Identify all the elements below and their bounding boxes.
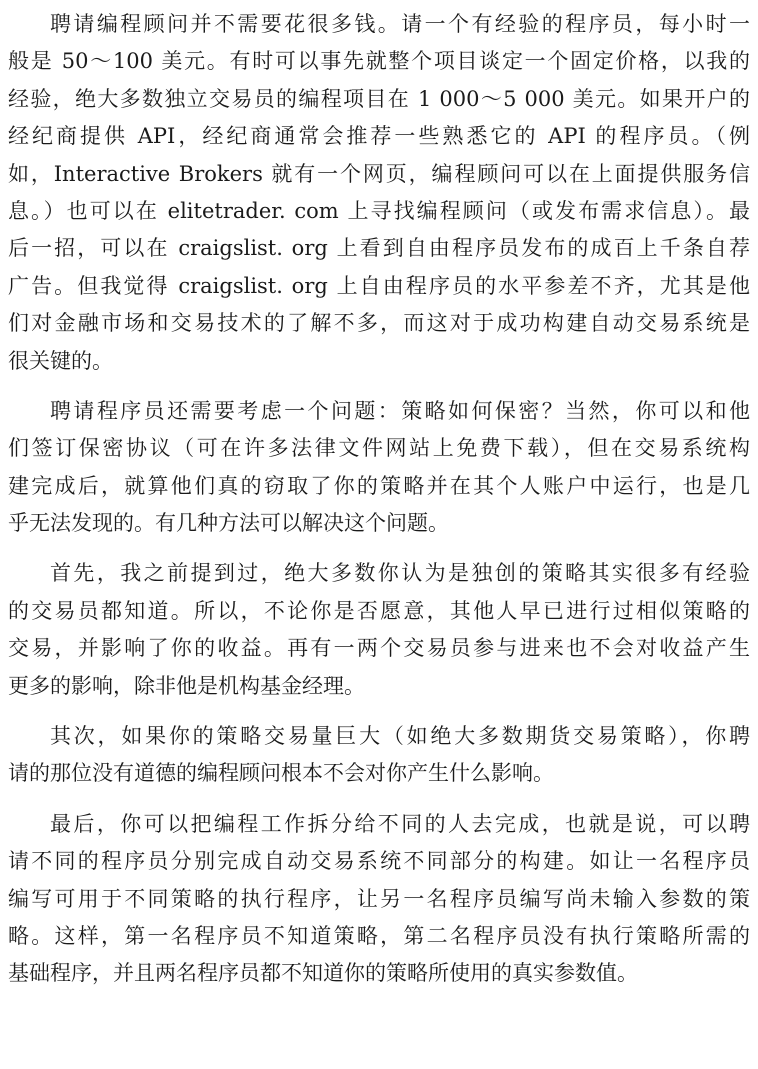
text-line: 经验，绝大多数独立交易员的编程项目在 1 000～5 000 美元。如果开户的 <box>8 86 750 111</box>
text-line: 最后，你可以把编程工作拆分给不同的人去完成，也就是说，可以聘 <box>50 811 750 836</box>
text-line: 聘请编程顾问并不需要花很多钱。请一个有经验的程序员，每小时一 <box>50 12 750 36</box>
text-line: 更多的影响，除非他是机构基金经理。 <box>8 673 365 698</box>
text-line: 请的那位没有道德的编程顾问根本不会对你产生什么影响。 <box>8 761 554 786</box>
text-line: 编写可用于不同策略的执行程序，让另一名程序员编写尚未输入参数的策 <box>8 886 750 911</box>
text-line: 广告。但我觉得 craigslist. org 上自由程序员的水平参差不齐，尤其是他 <box>8 273 750 298</box>
text-line: 后一招，可以在 craigslist. org 上看到自由程序员发布的成百上千条自荐 <box>8 236 750 261</box>
text-line: 建完成后，就算他们真的窃取了你的策略并在其个人账户中运行，也是几 <box>8 473 750 498</box>
text-line: 首先，我之前提到过，绝大多数你认为是独创的策略其实很多有经验 <box>50 561 750 586</box>
paragraph-1 <box>8 6 750 380</box>
text-line: 们签订保密协议（可在许多法律文件网站上免费下载），但在交易系统构 <box>8 436 750 461</box>
text-line: 的交易员都知道。所以，不论你是否愿意，其他人早已进行过相似策略的 <box>8 598 750 623</box>
text-line: 息。）也可以在 elitetrader. com 上寻找编程顾问（或发布需求信息）。最 <box>8 198 750 223</box>
text-line: 交易，并影响了你的收益。再有一两个交易员参与进来也不会对收益产生 <box>8 636 750 661</box>
text-line: 般是 50～100 美元。有时可以事先就整个项目谈定一个固定价格，以我的 <box>8 49 750 74</box>
text-line: 聘请程序员还需要考虑一个问题：策略如何保密？当然，你可以和他 <box>50 398 750 423</box>
paragraph-5 <box>8 806 750 993</box>
text-line: 乎无法发现的。有几种方法可以解决这个问题。 <box>8 511 449 536</box>
text-line: 基础程序，并且两名程序员都不知道你的策略所使用的真实参数值。 <box>8 961 638 986</box>
text-line: 其次，如果你的策略交易量巨大（如绝大多数期货交易策略），你聘 <box>50 724 750 749</box>
text-line: 请不同的程序员分别完成自动交易系统不同部分的构建。如让一名程序员 <box>8 849 750 874</box>
text-line: 经纪商提供 API，经纪商通常会推荐一些熟悉它的 API 的程序员。（例 <box>8 124 750 149</box>
paragraph-3 <box>8 555 750 705</box>
paragraph-2 <box>8 393 750 543</box>
text-line: 略。这样，第一名程序员不知道策略，第二名程序员没有执行策略所需的 <box>8 923 750 948</box>
text-line: 们对金融市场和交易技术的了解不多，而这对于成功构建自动交易系统是 <box>8 311 750 336</box>
text-line: 很关键的。 <box>8 348 113 373</box>
paragraph-4 <box>8 718 750 793</box>
text-line: 如，Interactive Brokers 就有一个网页，编程顾问可以在上面提供服务信 <box>8 161 750 186</box>
